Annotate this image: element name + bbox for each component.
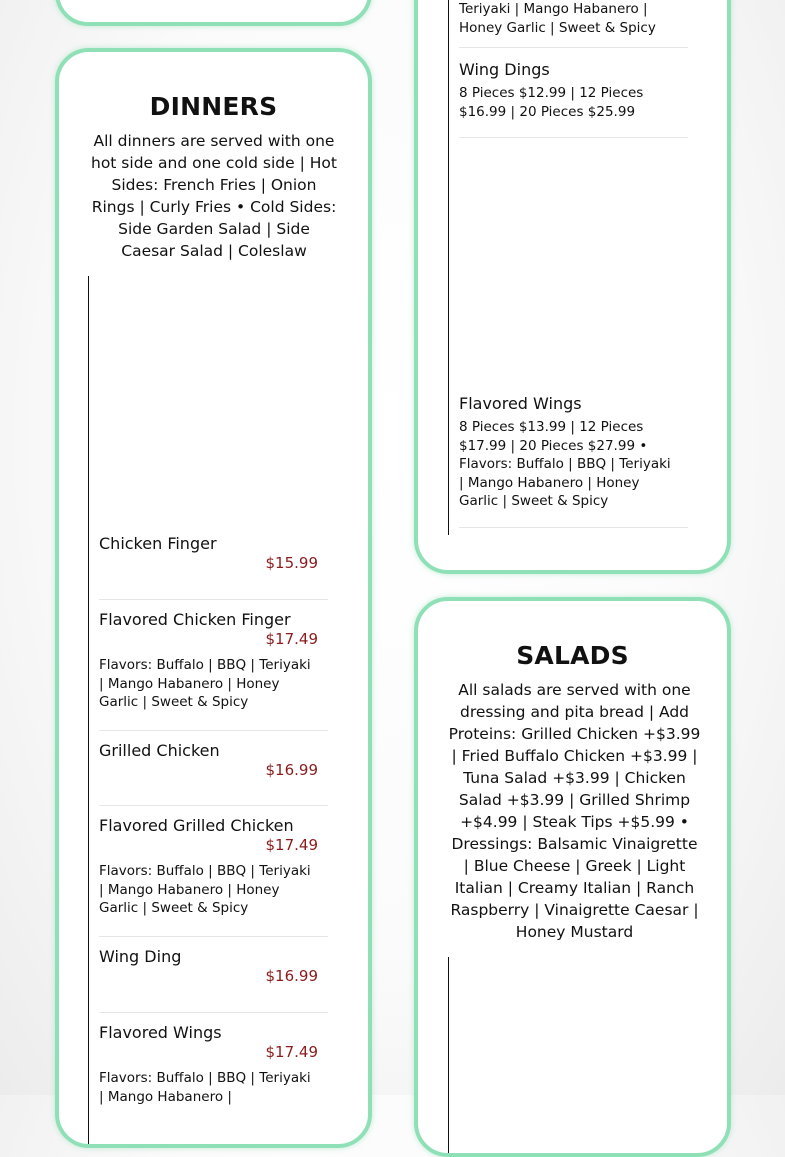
item-price: $16.99 xyxy=(265,761,318,779)
wings-card xyxy=(414,0,731,574)
salads-divider-line xyxy=(448,957,449,1157)
menu-item xyxy=(459,60,688,138)
item-name: Flavored Grilled Chicken xyxy=(99,816,294,835)
item-description: Teriyaki | Mango Habanero | Honey Garlic | Sweet & Spicy xyxy=(459,1,656,36)
item-description: Flavors: Buffalo | BBQ | Teriyaki | Mango Habanero | Honey Garlic | Sweet & Spicy xyxy=(99,863,311,917)
item-description: 8 Pieces $13.99 | 12 Pieces $17.99 | 20 Pieces $27.99 • Flavors: Buffalo | BBQ | Teriyaki | Mango Habanero | Honey Garlic | Sweet & Spicy xyxy=(459,419,671,510)
item-separator xyxy=(99,936,328,937)
dinners-description: All dinners are served with one hot side and one cold side | Hot Sides: French Fries | Onion Rings | Curly Fries • Cold Sides: Side Garden Salad | Side Caesar Salad | Coleslaw xyxy=(91,132,337,260)
item-description: Flavors: Buffalo | BBQ | Teriyaki | Mango Habanero | Honey Garlic | Sweet & Spicy xyxy=(99,657,311,711)
item-separator xyxy=(459,527,688,528)
item-price: $17.49 xyxy=(265,1043,318,1061)
item-name: Grilled Chicken xyxy=(99,741,220,760)
menu-item xyxy=(99,1023,328,1144)
item-name: Flavored Wings xyxy=(99,1023,222,1042)
menu-item xyxy=(99,816,328,937)
item-price: $15.99 xyxy=(265,554,318,572)
item-name: Flavored Wings xyxy=(459,394,582,413)
menu-item xyxy=(459,0,688,48)
menu-item xyxy=(99,947,328,1013)
menu-item xyxy=(459,394,688,528)
dinners-title: DINNERS xyxy=(149,92,278,121)
dinners-divider-line xyxy=(88,276,89,1148)
item-separator xyxy=(459,47,688,48)
dinners-card xyxy=(55,48,372,1148)
menu-item xyxy=(99,741,328,806)
item-description: Flavors: Buffalo | BBQ | Teriyaki | Mango Habanero | xyxy=(99,1070,311,1105)
item-name: Wing Ding xyxy=(99,947,182,966)
menu-item xyxy=(99,534,328,600)
item-price: $16.99 xyxy=(265,967,318,985)
item-name: Wing Dings xyxy=(459,60,550,79)
item-name: Flavored Chicken Finger xyxy=(99,610,291,629)
item-separator xyxy=(99,1012,328,1013)
salads-description: All salads are served with one dressing and pita bread | Add Proteins: Grilled Chicken +$3.99 | Fried Buffalo Chicken +$3.99 | Tuna Salad +$3.99 | Chicken Salad +$3.99 | Grilled Shrimp +$4.99 | Steak Tips +$5.99 • Dressings: Balsamic Vinaigrette | Blue Cheese | Greek | Light Italian | Creamy Italian | Ranch Raspberry | Vinaigrette Caesar | Honey Mustard xyxy=(448,681,701,941)
item-separator xyxy=(99,599,328,600)
item-separator xyxy=(459,137,688,138)
salads-card xyxy=(414,597,731,1157)
item-name: Chicken Finger xyxy=(99,534,217,553)
salads-title: SALADS xyxy=(516,641,629,670)
item-price: $17.49 xyxy=(265,836,318,854)
item-separator xyxy=(99,730,328,731)
item-price: $17.49 xyxy=(265,630,318,648)
menu-item xyxy=(99,610,328,731)
item-separator xyxy=(99,805,328,806)
wings-divider-line xyxy=(448,0,449,535)
previous-section-card xyxy=(55,0,372,26)
item-description: 8 Pieces $12.99 | 12 Pieces $16.99 | 20 Pieces $25.99 xyxy=(459,85,644,120)
